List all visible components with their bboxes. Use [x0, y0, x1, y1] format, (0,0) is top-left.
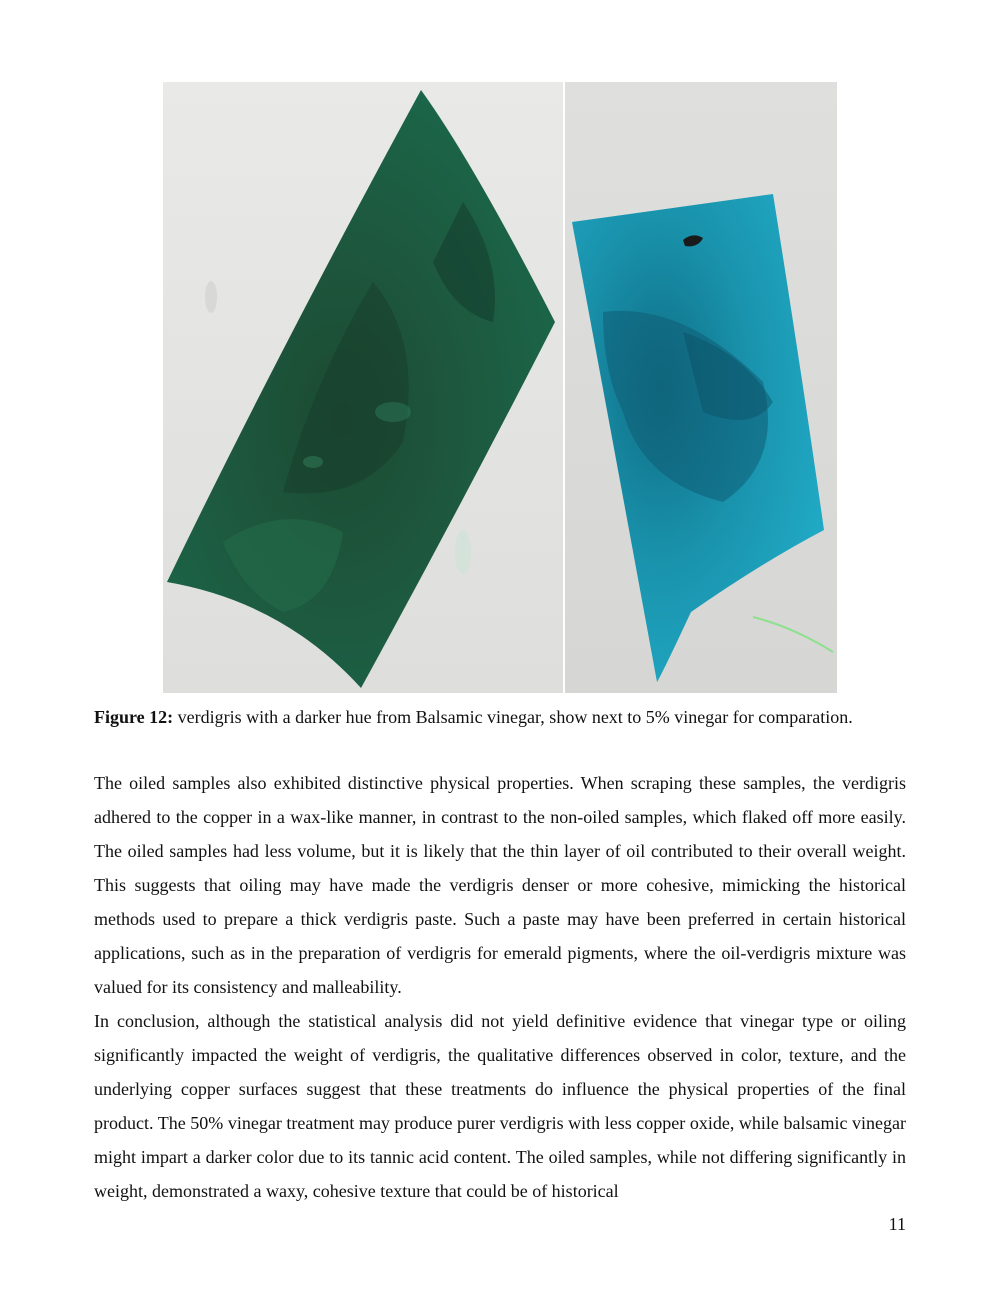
- figure-caption: [94, 704, 906, 730]
- right-photo: [563, 82, 837, 693]
- figure-12: [163, 82, 837, 693]
- figure-caption-text: verdigris with a darker hue from Balsamic vinegar, show next to 5% vinegar for comparation.: [173, 707, 853, 727]
- page-number: 11: [888, 1214, 906, 1234]
- figure-label: Figure 12:: [94, 707, 174, 727]
- body-text: [94, 766, 906, 1208]
- paragraph: In conclusion, although the statistical analysis did not yield definitive evidence that vinegar type or oiling significantly impacted the weight of verdigris, the qualitative differences observed in color, texture, and the underlying copper surfaces suggest that these treatments do influence the physical properties of the final product. The 50% vinegar treatment may produce purer verdigris with less copper oxide, while balsamic vinegar might impart a darker color due to its tannic acid content. The oiled samples, while not differing significantly in weight, demonstrated a waxy, cohesive texture that could be of historical: [94, 1011, 906, 1201]
- left-photo: [163, 82, 563, 693]
- paragraph: The oiled samples also exhibited distinctive physical properties. When scraping these samples, the verdigris adhered to the copper in a wax-like manner, in contrast to the non-oiled samples, which flaked off more easily. The oiled samples had less volume, but it is likely that the thin layer of oil contributed to their overall weight. This suggests that oiling may have made the verdigris denser or more cohesive, mimicking the historical methods used to prepare a thick verdigris paste. Such a paste may have been preferred in certain historical applications, such as in the preparation of verdigris for emerald pigments, where the oil-verdigris mixture was valued for its consistency and malleability.: [94, 773, 906, 997]
